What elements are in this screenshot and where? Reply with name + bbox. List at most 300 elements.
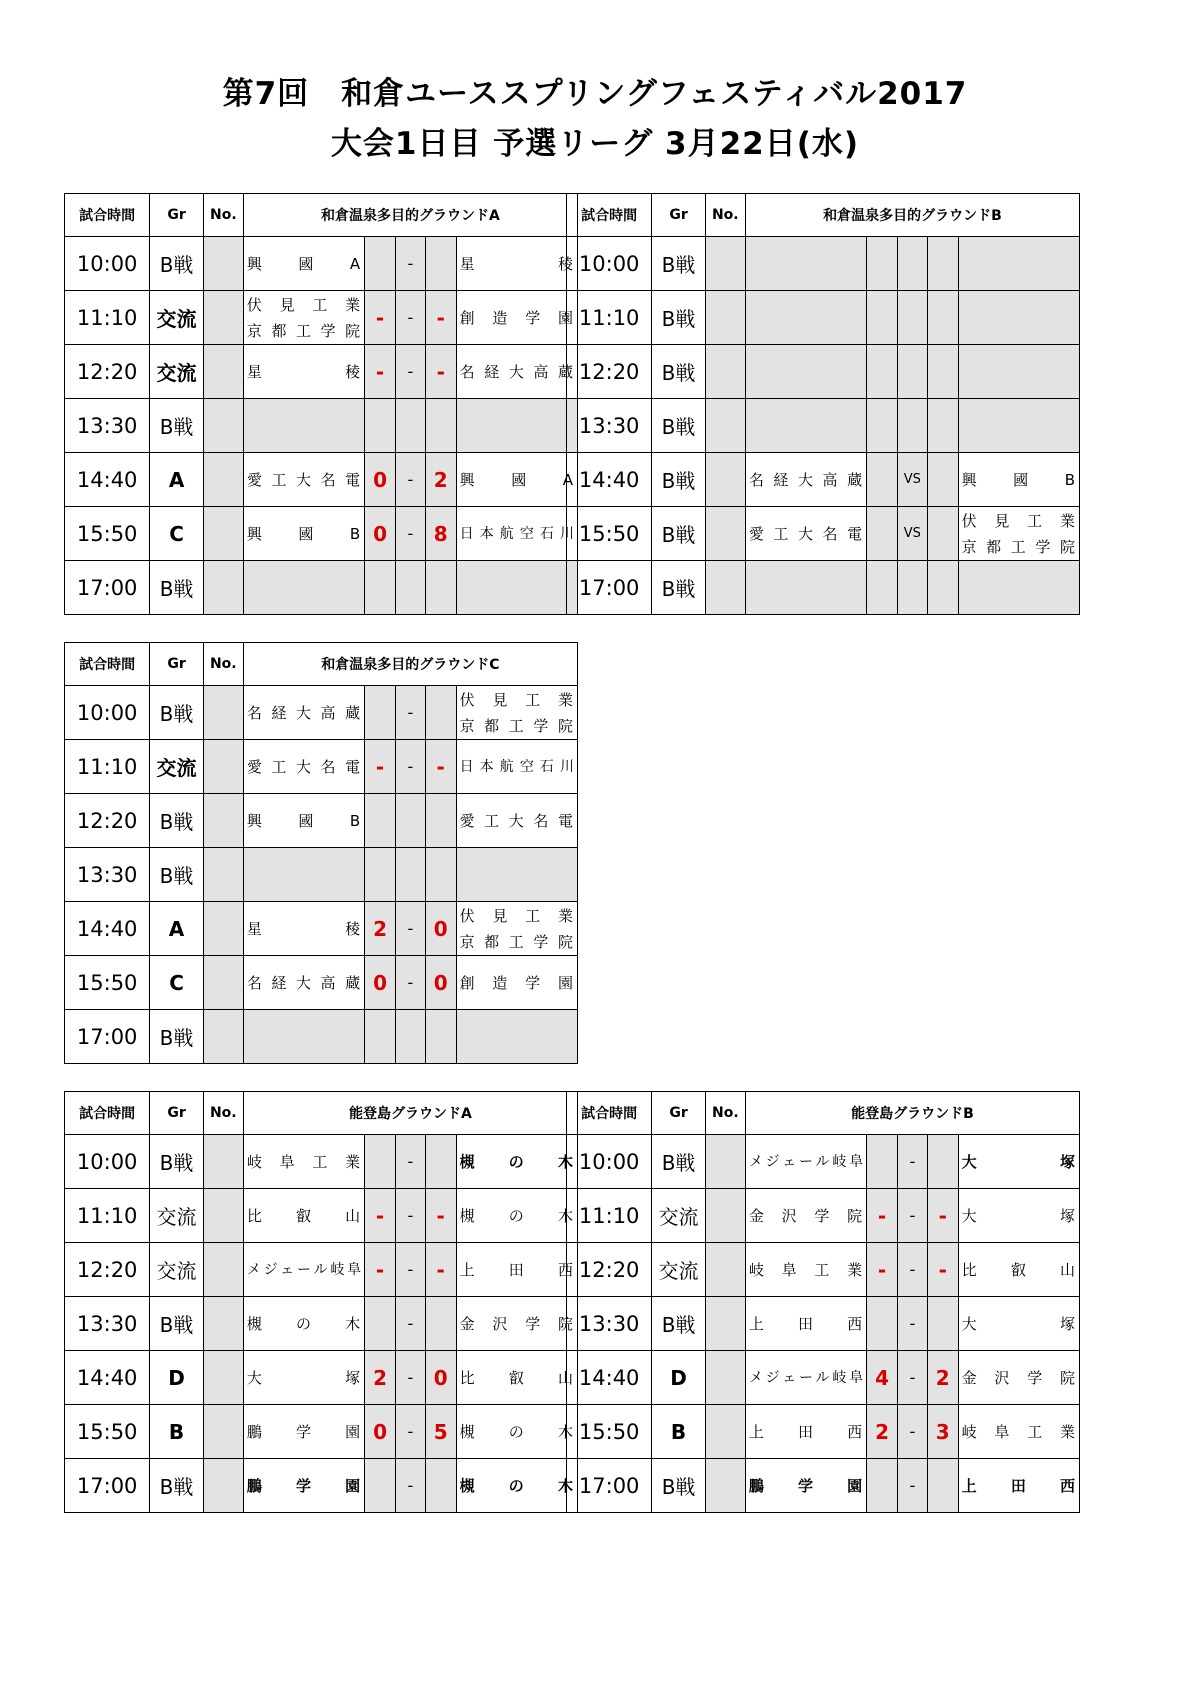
away-team-cell: [456, 1351, 577, 1405]
home-score: 0: [365, 453, 396, 507]
home-team-cell: [243, 1243, 364, 1297]
match-row: [567, 237, 1080, 291]
home-team-cell: [243, 399, 364, 453]
away-team-cell: [456, 345, 577, 399]
match-group: B戦: [150, 686, 203, 740]
match-number: [705, 1351, 745, 1405]
match-number: [203, 1243, 243, 1297]
match-row: [65, 956, 578, 1010]
away-team-cell: [456, 1405, 577, 1459]
away-team-cell: [456, 740, 577, 794]
header-time: 試合時間: [65, 643, 150, 686]
match-group: 交流: [150, 1243, 203, 1297]
away-score: [425, 561, 456, 615]
match-row: [65, 237, 578, 291]
match-group: B戦: [150, 794, 203, 848]
away-team-name: 創造学園: [459, 308, 574, 327]
home-team-cell: [243, 1010, 364, 1064]
match-row: [567, 1351, 1080, 1405]
match-group: B戦: [652, 453, 705, 507]
home-team-name: 興 國 B: [246, 811, 362, 830]
away-score: [425, 1459, 456, 1513]
away-team-name: 比 叡 山: [961, 1260, 1076, 1279]
match-time: 15:50: [65, 956, 150, 1010]
match-group: 交流: [652, 1243, 705, 1297]
away-score: 0: [425, 1351, 456, 1405]
home-team-name: メジェール岐阜: [748, 1369, 864, 1386]
match-number: [203, 1010, 243, 1064]
match-number: [705, 237, 745, 291]
home-score: -: [867, 1243, 898, 1297]
match-group: 交流: [150, 740, 203, 794]
home-team-name: 比 叡 山: [246, 1206, 362, 1225]
away-score: 3: [927, 1405, 958, 1459]
match-number: [203, 740, 243, 794]
match-row: [567, 1405, 1080, 1459]
home-team-name: 鵬 学 園: [748, 1476, 864, 1495]
match-number: [203, 956, 243, 1010]
away-team-cell: [958, 507, 1079, 561]
match-time: 15:50: [567, 1405, 652, 1459]
match-row: [65, 507, 578, 561]
score-separator: VS: [897, 507, 927, 561]
score-separator: -: [395, 1297, 425, 1351]
away-score: [425, 399, 456, 453]
away-team-cell: [958, 1351, 1079, 1405]
match-group: B戦: [150, 1135, 203, 1189]
home-team-cell: [243, 1459, 364, 1513]
home-team-name: 星 稜: [246, 919, 362, 938]
home-team-cell: [745, 1297, 866, 1351]
match-time: 14:40: [65, 1351, 150, 1405]
match-group: B戦: [652, 561, 705, 615]
match-group: A: [150, 453, 203, 507]
match-time: 17:00: [567, 561, 652, 615]
match-time: 13:30: [567, 399, 652, 453]
home-team-name: 鵬 学 園: [246, 1422, 362, 1441]
header-time: 試合時間: [567, 194, 652, 237]
away-score: [927, 399, 958, 453]
home-team-cell: [745, 237, 866, 291]
match-group: B戦: [652, 1135, 705, 1189]
match-row: [65, 561, 578, 615]
home-team-cell: [745, 453, 866, 507]
match-time: 14:40: [65, 453, 150, 507]
score-separator: -: [396, 453, 426, 507]
away-score: [927, 1297, 958, 1351]
home-team-name: 名経大高蔵: [748, 470, 864, 489]
home-score: [867, 291, 898, 345]
away-team-cell: [456, 561, 577, 615]
home-score: [365, 1010, 396, 1064]
match-time: 10:00: [567, 1135, 652, 1189]
away-score: [425, 1010, 456, 1064]
home-team-name: 上 田 西: [748, 1422, 864, 1441]
match-group: 交流: [150, 1189, 203, 1243]
match-number: [203, 1189, 243, 1243]
match-number: [203, 794, 243, 848]
match-number: [705, 1405, 745, 1459]
match-row: [65, 1243, 578, 1297]
away-team-cell: [456, 1135, 577, 1189]
home-score: [867, 561, 898, 615]
away-score: [425, 686, 456, 740]
home-team-cell: [243, 507, 364, 561]
match-time: 10:00: [65, 237, 150, 291]
home-score: 4: [867, 1351, 898, 1405]
match-group: 交流: [150, 345, 203, 399]
match-time: 11:10: [567, 1189, 652, 1243]
table-header-row: [567, 1092, 1080, 1135]
match-row: [65, 794, 578, 848]
home-team-name: 愛工大名電: [246, 470, 362, 489]
match-time: 12:20: [65, 345, 150, 399]
away-team-name: 槻 の 木: [459, 1206, 574, 1225]
score-separator: [897, 561, 927, 615]
away-score: [927, 1135, 958, 1189]
home-team-cell: [745, 1405, 866, 1459]
away-score: -: [425, 1243, 456, 1297]
match-number: [203, 453, 243, 507]
match-group: C: [150, 507, 203, 561]
match-row: [65, 1351, 578, 1405]
home-score: -: [365, 291, 396, 345]
match-group: D: [150, 1351, 203, 1405]
away-score: -: [425, 1189, 456, 1243]
match-number: [203, 1351, 243, 1405]
away-team-cell: [958, 237, 1079, 291]
match-number: [203, 902, 243, 956]
score-separator: -: [395, 1351, 425, 1405]
match-group: B戦: [150, 1010, 203, 1064]
home-team-cell: [243, 1297, 364, 1351]
home-score: [365, 399, 396, 453]
home-team-name: 岐阜工業: [246, 1152, 362, 1171]
home-score: [867, 1135, 898, 1189]
match-number: [203, 291, 243, 345]
match-time: 14:40: [65, 902, 150, 956]
match-time: 13:30: [65, 848, 150, 902]
away-score: [927, 1459, 958, 1513]
away-team-cell: [456, 507, 577, 561]
match-number: [705, 1243, 745, 1297]
match-time: 17:00: [65, 1010, 150, 1064]
away-score: [425, 1297, 456, 1351]
score-separator: -: [395, 1405, 425, 1459]
score-separator: -: [898, 1297, 928, 1351]
home-team-cell: [243, 1351, 364, 1405]
away-score: 5: [425, 1405, 456, 1459]
header-no: No.: [203, 194, 243, 237]
match-number: [203, 345, 243, 399]
match-time: 14:40: [567, 1351, 652, 1405]
header-time: 試合時間: [65, 1092, 150, 1135]
away-team-name: 創造学園: [459, 973, 574, 992]
away-team-name: 京都工学院: [961, 537, 1076, 556]
away-score: [927, 291, 958, 345]
home-score: 0: [365, 1405, 396, 1459]
home-team-name: メジェール岐阜: [246, 1261, 362, 1278]
away-team-name: 槻 の 木: [459, 1422, 574, 1441]
score-separator: -: [898, 1189, 928, 1243]
home-score: [365, 1135, 396, 1189]
match-row: [567, 1135, 1080, 1189]
away-score: [425, 1135, 456, 1189]
match-group: 交流: [150, 291, 203, 345]
match-row: [65, 686, 578, 740]
header-no: No.: [705, 1092, 745, 1135]
home-team-cell: [745, 561, 866, 615]
away-team-name: 金沢学院: [961, 1368, 1076, 1387]
score-separator: -: [396, 345, 426, 399]
match-row: [567, 399, 1080, 453]
page-title: 第7回 和倉ユーススプリングフェスティバル2017: [222, 76, 968, 112]
away-score: [425, 794, 456, 848]
score-separator: [897, 237, 927, 291]
match-number: [705, 1135, 745, 1189]
header-ground-name: 和倉温泉多目的グラウンドB: [745, 194, 1079, 237]
away-team-cell: [456, 1189, 577, 1243]
page-subtitle: 大会1日目 予選リーグ 3月22日(水): [330, 126, 860, 162]
home-team-cell: [745, 345, 866, 399]
away-team-cell: [456, 399, 577, 453]
table-header-row: [65, 1092, 578, 1135]
away-team-cell: [456, 1459, 577, 1513]
away-score: -: [927, 1243, 958, 1297]
home-score: [867, 345, 898, 399]
match-time: 17:00: [567, 1459, 652, 1513]
away-team-cell: [456, 686, 577, 740]
away-team-name: 伏見工業: [961, 511, 1076, 530]
home-score: -: [365, 345, 396, 399]
home-team-cell: [243, 956, 364, 1010]
header-gr: Gr: [150, 1092, 203, 1135]
match-time: 11:10: [65, 1189, 150, 1243]
home-team-cell: [243, 740, 364, 794]
home-score: 0: [365, 956, 396, 1010]
home-score: [365, 1459, 396, 1513]
match-time: 12:20: [567, 1243, 652, 1297]
away-team-name: 名経大高蔵: [459, 362, 574, 381]
match-row: [65, 453, 578, 507]
match-time: 13:30: [65, 399, 150, 453]
header-gr: Gr: [150, 643, 203, 686]
home-team-cell: [243, 902, 364, 956]
header-no: No.: [203, 643, 243, 686]
away-score: [425, 237, 456, 291]
schedule-table: [64, 1091, 578, 1513]
away-team-cell: [456, 1010, 577, 1064]
away-score: -: [425, 740, 456, 794]
match-row: [65, 1010, 578, 1064]
match-number: [705, 1459, 745, 1513]
home-team-cell: [243, 1189, 364, 1243]
away-team-cell: [456, 453, 577, 507]
match-time: 13:30: [65, 1297, 150, 1351]
score-separator: -: [396, 291, 426, 345]
away-score: -: [425, 345, 456, 399]
away-team-name: 伏見工業: [459, 906, 574, 925]
home-team-name: 星 稜: [246, 362, 362, 381]
match-number: [203, 1297, 243, 1351]
home-team-cell: [243, 686, 364, 740]
away-team-name: 金沢学院: [459, 1314, 574, 1333]
match-row: [567, 561, 1080, 615]
match-time: 15:50: [567, 507, 652, 561]
away-team-name: 大 塚: [961, 1314, 1076, 1333]
header-no: No.: [705, 194, 745, 237]
score-separator: [897, 399, 927, 453]
home-score: [365, 794, 396, 848]
match-group: B戦: [150, 1459, 203, 1513]
score-separator: VS: [897, 453, 927, 507]
away-team-name: 興 國 B: [961, 470, 1076, 489]
match-row: [65, 345, 578, 399]
away-team-cell: [456, 848, 577, 902]
match-number: [705, 507, 745, 561]
match-group: B戦: [150, 399, 203, 453]
match-number: [705, 453, 745, 507]
away-score: [927, 237, 958, 291]
match-group: B戦: [150, 1297, 203, 1351]
away-team-name: 上 田 西: [961, 1476, 1076, 1495]
match-group: B戦: [150, 848, 203, 902]
match-group: B戦: [652, 1459, 705, 1513]
home-team-name: 槻 の 木: [246, 1314, 362, 1333]
home-score: -: [867, 1189, 898, 1243]
match-number: [705, 1189, 745, 1243]
away-team-cell: [456, 1297, 577, 1351]
match-row: [567, 1243, 1080, 1297]
away-team-cell: [456, 291, 577, 345]
away-team-name: 大 塚: [961, 1152, 1076, 1171]
header-no: No.: [203, 1092, 243, 1135]
header-gr: Gr: [652, 1092, 705, 1135]
home-team-cell: [745, 1135, 866, 1189]
score-separator: -: [396, 237, 426, 291]
match-group: B戦: [652, 237, 705, 291]
match-group: D: [652, 1351, 705, 1405]
match-group: B戦: [652, 507, 705, 561]
match-row: [567, 1459, 1080, 1513]
home-team-cell: [243, 848, 364, 902]
home-score: [365, 237, 396, 291]
match-time: 15:50: [65, 1405, 150, 1459]
match-time: 12:20: [65, 794, 150, 848]
home-team-cell: [745, 507, 866, 561]
score-separator: [396, 561, 426, 615]
match-row: [65, 1297, 578, 1351]
home-score: [365, 848, 396, 902]
away-score: [927, 561, 958, 615]
home-team-cell: [745, 291, 866, 345]
home-score: [867, 507, 898, 561]
header-ground-name: 和倉温泉多目的グラウンドC: [243, 643, 577, 686]
home-team-name: 愛工大名電: [246, 757, 362, 776]
schedule-table: [566, 1091, 1080, 1513]
home-score: 0: [365, 507, 396, 561]
header-ground-name: 和倉温泉多目的グラウンドA: [243, 194, 577, 237]
away-team-name: 日本航空石川: [459, 525, 574, 542]
home-team-name: 金沢学院: [748, 1206, 864, 1225]
match-group: C: [150, 956, 203, 1010]
home-score: 2: [365, 1351, 396, 1405]
away-score: [425, 848, 456, 902]
home-score: 2: [365, 902, 396, 956]
match-group: B戦: [652, 345, 705, 399]
match-group: B戦: [150, 561, 203, 615]
away-team-cell: [958, 1297, 1079, 1351]
away-team-cell: [958, 1243, 1079, 1297]
header-ground-name: 能登島グラウンドB: [745, 1092, 1079, 1135]
away-team-name: 岐阜工業: [961, 1422, 1076, 1441]
home-team-name: 愛工大名電: [748, 524, 864, 543]
match-number: [203, 399, 243, 453]
away-team-name: 大 塚: [961, 1206, 1076, 1225]
score-separator: [395, 794, 425, 848]
away-score: 2: [927, 1351, 958, 1405]
score-separator: [395, 848, 425, 902]
score-separator: -: [396, 507, 426, 561]
match-group: B戦: [652, 1297, 705, 1351]
match-time: 11:10: [65, 291, 150, 345]
match-row: [65, 291, 578, 345]
away-score: 8: [425, 507, 456, 561]
away-team-cell: [456, 1243, 577, 1297]
header-ground-name: 能登島グラウンドA: [243, 1092, 577, 1135]
match-row: [65, 740, 578, 794]
match-time: 13:30: [567, 1297, 652, 1351]
score-separator: -: [395, 1135, 425, 1189]
home-team-cell: [243, 561, 364, 615]
home-team-name: 興 國 A: [246, 254, 362, 273]
match-number: [203, 561, 243, 615]
match-group: B戦: [150, 237, 203, 291]
match-number: [203, 1459, 243, 1513]
score-separator: -: [395, 1459, 425, 1513]
away-team-name: 京都工学院: [459, 932, 574, 951]
home-score: [365, 1297, 396, 1351]
home-score: 2: [867, 1405, 898, 1459]
score-separator: -: [395, 1189, 425, 1243]
away-team-cell: [456, 794, 577, 848]
away-team-name: 京都工学院: [459, 716, 574, 735]
score-separator: [395, 1010, 425, 1064]
away-team-cell: [958, 399, 1079, 453]
match-row: [567, 453, 1080, 507]
home-team-cell: [243, 1135, 364, 1189]
away-team-cell: [958, 1189, 1079, 1243]
match-time: 10:00: [65, 1135, 150, 1189]
match-time: 10:00: [567, 237, 652, 291]
home-team-cell: [745, 1459, 866, 1513]
match-time: 15:50: [65, 507, 150, 561]
home-team-cell: [243, 345, 364, 399]
score-separator: -: [395, 740, 425, 794]
home-team-name: 岐阜工業: [748, 1260, 864, 1279]
schedule-table: [566, 193, 1080, 615]
home-team-cell: [243, 794, 364, 848]
schedule-table: [64, 642, 578, 1064]
match-time: 11:10: [65, 740, 150, 794]
away-score: [927, 453, 958, 507]
match-number: [705, 561, 745, 615]
match-row: [65, 902, 578, 956]
away-team-name: 比 叡 山: [459, 1368, 574, 1387]
match-row: [65, 1459, 578, 1513]
score-separator: -: [898, 1135, 928, 1189]
header-gr: Gr: [150, 194, 203, 237]
